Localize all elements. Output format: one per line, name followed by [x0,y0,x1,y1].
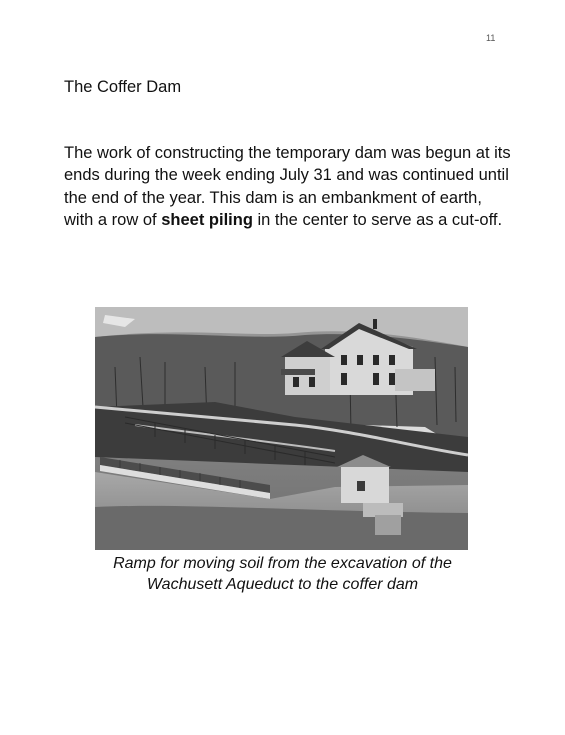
historic-photo [95,307,468,550]
photo-illustration [95,307,468,550]
caption-line-1: Ramp for moving soil from the excavation of the [113,555,452,572]
caption-line-2: Wachusett Aqueduct to the coffer dam [146,576,419,593]
figure-caption [60,553,505,595]
rocky-foreground [95,506,468,550]
page-number: 11 [486,33,496,43]
paragraph-text-end: in the center to serve as a cut-off. [252,210,503,229]
paragraph-bold-term: sheet piling [161,210,253,229]
paragraph-text-start: The work of constructing the temporary dam was begun at its ends during the week ending July 31 and was continued until the end of the year. This dam is an embankment of earth, with a row of [64,144,511,229]
body-paragraph [64,142,514,231]
section-title: The Coffer Dam [64,78,182,96]
